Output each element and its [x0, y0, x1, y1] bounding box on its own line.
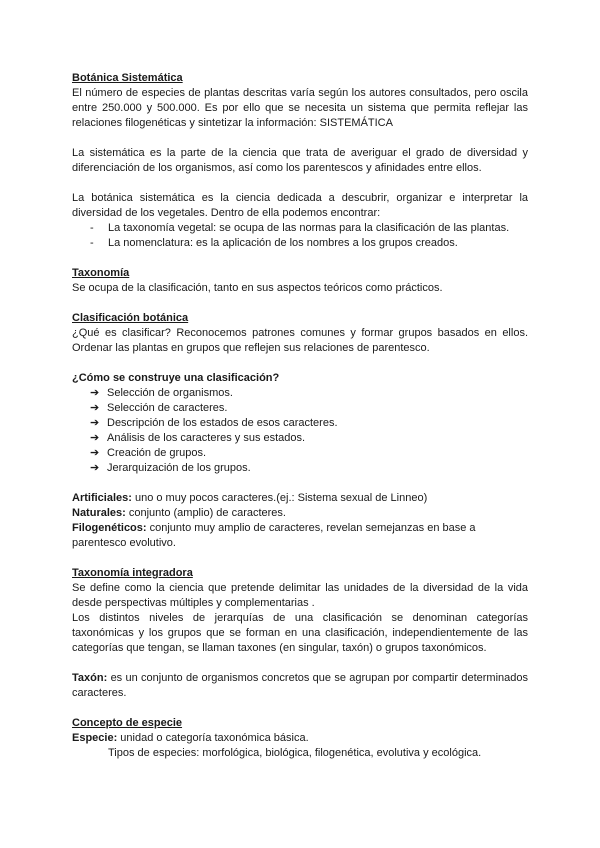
list-item [90, 431, 528, 446]
section-sistematica-def [72, 146, 528, 176]
section-como-clasificar [72, 371, 528, 476]
heading-como-clasificar: ¿Cómo se construye una clasificación? [72, 372, 280, 384]
list-item [90, 446, 528, 461]
definition-term: Filogenéticos: [72, 522, 147, 534]
list-item-text: Análisis de los caracteres y sus estados. [107, 432, 306, 444]
arrow-right-icon: ➔ [90, 402, 100, 414]
paragraph-intro: El número de especies de plantas descritas varía según los autores consultados, pero oscila entre 250.000 y 500.000. Es por ello que se necesita un sistema que permita reflejar las relaciones filogenéticas y sintetizar la información: SISTEMÁTICA [72, 87, 528, 129]
paragraph-jerarquias: Los distintos niveles de jerarquías de una clasificación se denominan categorías taxonómicas y los grupos que se forman en una clasificación, independientemente de las categorías que tengan, se llaman taxones (en singular, taxón) o grupos taxonómicos. [72, 612, 528, 654]
definition-text: conjunto (amplio) de caracteres. [125, 507, 286, 519]
section-clasificacion-botanica [72, 311, 528, 356]
arrow-right-icon: ➔ [90, 462, 100, 474]
list-item [90, 401, 528, 416]
list-item-text: Creación de grupos. [107, 447, 207, 459]
section-tipos-clasificacion [72, 491, 528, 551]
list-item [90, 416, 528, 431]
heading-clasificacion-botanica: Clasificación botánica [72, 312, 189, 324]
definition-text: conjunto muy amplio de caracteres, revelan semejanzas en base a parentesco evolutivo. [72, 522, 476, 549]
paragraph-clasificacion: ¿Qué es clasificar? Reconocemos patrones comunes y formar grupos basados en ellos. Ordenar las plantas en grupos que reflejen sus relaciones de parentesco. [72, 327, 528, 354]
paragraph-tipos-especies: Tipos de especies: morfológica, biológica, filogenética, evolutiva y ecológica. [108, 747, 482, 759]
paragraph-integradora: Se define como la ciencia que pretende delimitar las unidades de la diversidad de la vida desde perspectivas múltiples y complementarias . [72, 582, 528, 609]
section-taxonomia [72, 266, 528, 296]
definition-text: uno o muy pocos caracteres.(ej.: Sistema sexual de Linneo) [131, 492, 428, 504]
definition-term: Artificiales: [72, 492, 132, 504]
list-item-text: Selección de organismos. [107, 387, 233, 399]
definition-artificiales [72, 491, 528, 506]
section-taxonomia-integradora [72, 566, 528, 656]
list-item: - La nomenclatura: es la aplicación de los nombres a los grupos creados. [90, 236, 528, 251]
arrow-right-icon: ➔ [90, 447, 100, 459]
definition-text: unidad o categoría taxonómica básica. [117, 732, 309, 744]
definition-term: Taxón: [72, 672, 108, 684]
arrow-right-icon: ➔ [90, 387, 100, 399]
list-item-text: Descripción de los estados de esos caracteres. [107, 417, 338, 429]
paragraph-botanica: La botánica sistemática es la ciencia dedicada a descubrir, organizar e interpretar la diversidad de los vegetales. Dentro de ella podemos encontrar: [72, 192, 528, 219]
arrow-right-icon: ➔ [90, 432, 100, 444]
arrow-right-icon: ➔ [90, 417, 100, 429]
paragraph-taxonomia: Se ocupa de la clasificación, tanto en sus aspectos teóricos como prácticos. [72, 282, 443, 294]
definition-filogeneticos [72, 521, 528, 551]
dash-list [72, 221, 528, 251]
heading-concepto-especie: Concepto de especie [72, 717, 183, 729]
definition-term: Naturales: [72, 507, 126, 519]
definition-term: Especie: [72, 732, 118, 744]
paragraph-sistematica: La sistemática es la parte de la ciencia que trata de averiguar el grado de diversidad y diferenciación de los organismos, así como los parentescos y afinidades entre ellos. [72, 147, 528, 174]
section-concepto-especie [72, 716, 528, 761]
list-item-text: Selección de caracteres. [107, 402, 228, 414]
definition-text: es un conjunto de organismos concretos que se agrupan por compartir determinados caracteres. [72, 672, 528, 699]
heading-botanica-sistematica: Botánica Sistemática [72, 72, 183, 84]
section-botanica-def [72, 191, 528, 251]
section-botanica-sistematica [72, 71, 528, 131]
list-item: - La taxonomía vegetal: se ocupa de las normas para la clasificación de las plantas. [90, 221, 528, 236]
arrow-list [72, 386, 528, 476]
list-item-text: Jerarquización de los grupos. [107, 462, 251, 474]
definition-especie [72, 731, 528, 746]
section-taxon [72, 671, 528, 701]
definition-taxon [72, 671, 528, 701]
definition-naturales [72, 506, 528, 521]
heading-taxonomia-integradora: Taxonomía integradora [72, 567, 193, 579]
list-item [90, 461, 528, 476]
list-item [90, 386, 528, 401]
heading-taxonomia: Taxonomía [72, 267, 130, 279]
